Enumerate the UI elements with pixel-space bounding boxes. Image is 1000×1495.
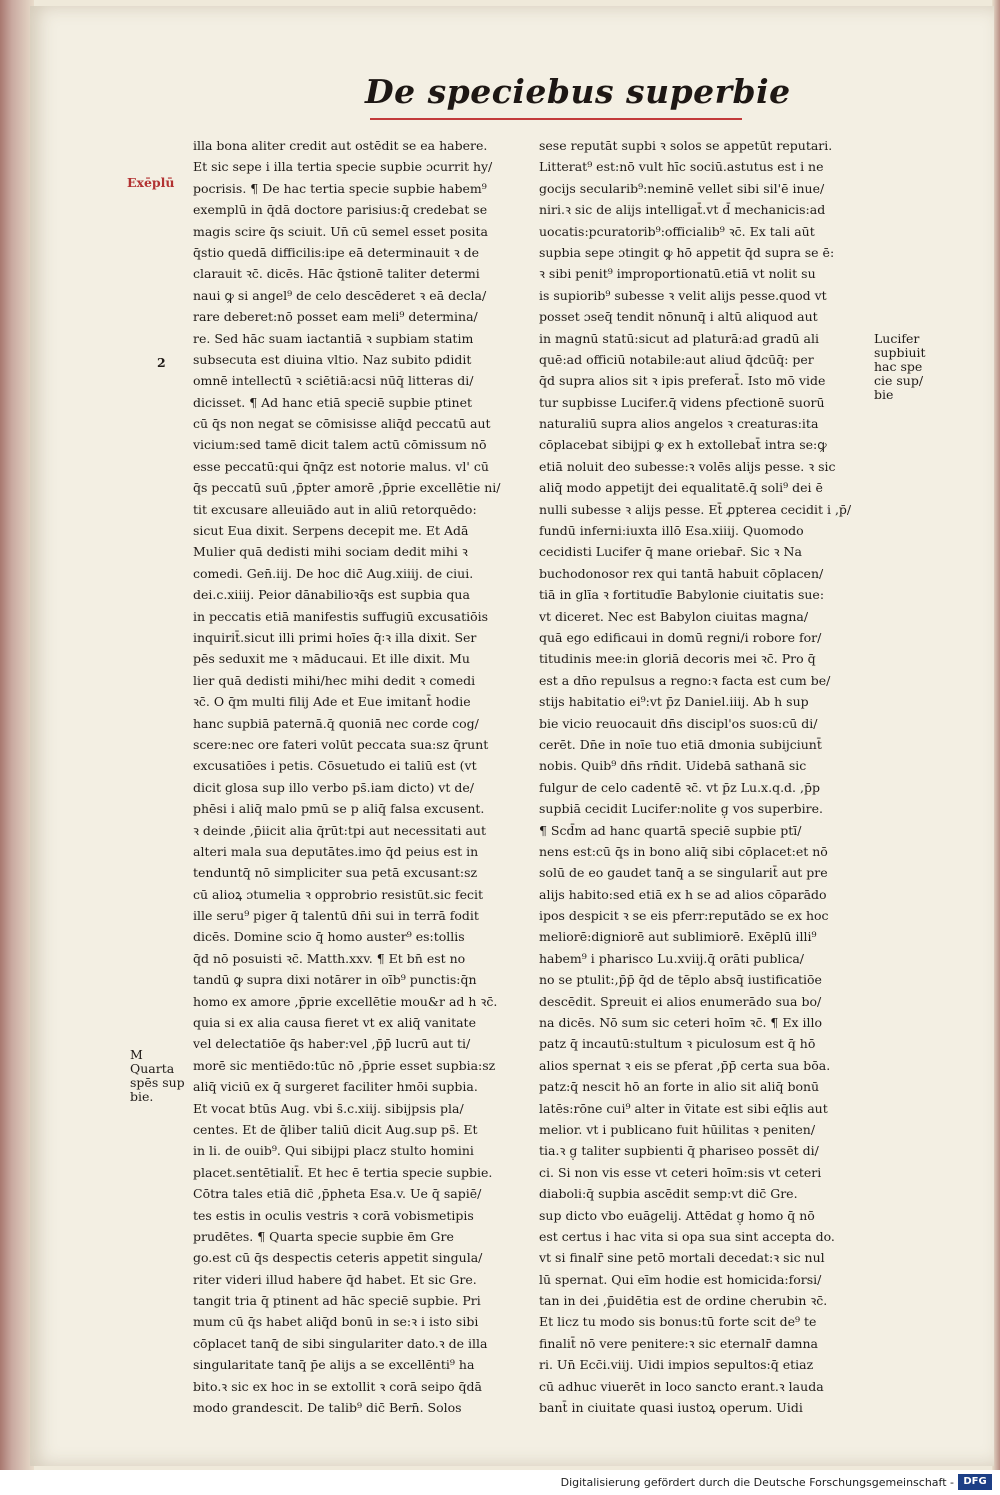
col2-line: aliq̄ modo appetijt dei equalitatē.q̄ soli⁹ dei ē	[539, 480, 823, 496]
col1-line: ꝛ deinde ,p̄iicit alia q̄rūt:tpi aut necessitati aut	[193, 822, 486, 838]
text-column-right	[539, 135, 879, 1418]
col1-line: illa bona aliter credit aut ostēdit se ea habere.	[193, 138, 488, 153]
col1-line: aliq̄ viciū ex q̄ surgeret faciliter hmōi supbia.	[193, 1079, 478, 1095]
col1-line: dicisset. ¶ Ad hanc etiā speciē supbie ptinet	[193, 394, 473, 410]
col2-line: bie vicio reuocauit dn̄s discipl'os suos:cū di/	[539, 715, 818, 731]
col1-line: singularitate tanq̄ p̄e alijs a se excellēnti⁹ ha	[193, 1357, 475, 1373]
col2-line: vt si finalr̄ sine petō mortali decedat:ꝛ sic nul	[539, 1250, 825, 1266]
margin-note-line: hac spe	[874, 359, 923, 374]
col2-line: supbiā cecidit Lucifer:nolite g̣ vos superbire.	[539, 801, 823, 817]
col1-line: hanc supbiā paternā.q̄ quoniā nec corde cog/	[193, 715, 479, 731]
margin-note-line: supbiuit	[874, 345, 926, 360]
col1-line: inquirit̄.sicut illi primi hoīes q̄꞉ꝛ illa dixit. Ser	[193, 629, 477, 645]
col1-line: centes. Et de q̄liber taliū dicit Aug.sup ps̄. Et	[193, 1121, 478, 1137]
margin-note-line: bie	[874, 387, 894, 402]
col2-line: patz q̄ incautū:stultum ꝛ piculosum est q̄ hō	[539, 1036, 816, 1052]
col2-line: ¶ Scd̄m ad hanc quartā speciē supbie ptī/	[539, 822, 802, 838]
col1-line: in peccatis etiā manifestis suffugiū excusatiōis	[193, 608, 489, 624]
margin-note-line: cie sup/	[874, 373, 924, 388]
col1-line: vel delectatiōe q̄s haber:vel ,p̄p̄ lucrū aut ti/	[193, 1036, 471, 1052]
col2-line: nobis. Quib⁹ dn̄s rn̄dit. Uidebā sathanā sic	[539, 758, 807, 774]
col1-line: rare deberet:nō posset eam meli⁹ determina/	[193, 309, 478, 325]
col2-line: buchodonosor rex qui tantā habuit cōplacen/	[539, 565, 824, 581]
margin-note-exemplum: Exēplū	[127, 175, 175, 190]
col1-line: ille seru⁹ piger q̄ talentū dn̄i sui in terrā fodit	[193, 908, 479, 924]
col1-line: dicēs. Domine scio q̄ homo auster⁹ es:tollis	[193, 929, 465, 945]
col2-line: Et licz tu modo sis bonus:tū forte scit de⁹ te	[539, 1314, 817, 1330]
col1-line: q̄s peccatū suū ,p̄pter amorē ,p̄prie excellētie ni/	[193, 480, 501, 496]
col1-line: vicium:sed tamē dicit talem actū cōmissum nō	[193, 437, 487, 453]
col1-line: dei.c.xiiij. Peior dānabilioꝛq̄s est supbia qua	[193, 587, 470, 603]
col2-line: nulli subesse ꝛ alijs pesse. Et̄ ꝓpterea cecidit i ,p̄/	[539, 501, 852, 517]
col2-line: cū adhuc viuerēt in loco sancto erant.ꝛ lauda	[539, 1378, 824, 1394]
col2-line: tan in dei ,p̄uidētia est de ordine cherubin ꝛc̄.	[539, 1293, 828, 1309]
col1-line: ꝛc̄. O q̄m multi filij Ade et Eue imitant̄ hodie	[193, 694, 471, 710]
col2-line: no se ptulit:,p̄p̄ q̄d de tēplo absq̄ iustificatiōe	[539, 972, 822, 988]
col2-line: tur supbisse Lucifer.q̄ videns pfectionē suorū	[539, 394, 825, 410]
col2-line: q̄d supra alios sit ꝛ ipis preferat̄. Isto mō vide	[539, 373, 826, 389]
col2-line: uocatis:pcuratorib⁹:officialib⁹ ꝛc̄. Ex tali aūt	[539, 223, 815, 239]
margin-note-line: Lucifer	[874, 331, 920, 346]
col2-line: etiā noluit deo subesse:ꝛ volēs alijs pesse. ꝛ sic	[539, 458, 836, 474]
col1-line: dicit glosa sup illo verbo ps̄.iam dicto) vt de/	[193, 779, 474, 795]
col2-line: na dicēs. Nō sum sic ceteri hoīm ꝛc̄. ¶ Ex illo	[539, 1015, 822, 1031]
col1-line: riter videri illud habere q̄d habet. Et sic Gre.	[193, 1271, 477, 1287]
col2-line: ipos despicit ꝛ se eis pferr:reputādo se ex hoc	[539, 908, 829, 924]
col2-line: sup dicto vbo euāgelij. Attēdat g̣ homo q̄ nō	[539, 1207, 815, 1223]
margin-note-quarta	[130, 1048, 190, 1104]
col1-line: phēsi i aliq̄ malo pmū se p aliq̄ falsa excusent.	[193, 801, 485, 817]
col1-line: naui ꝙ si angel⁹ de celo descēderet ꝛ eā decla/	[193, 287, 487, 303]
col1-line: lier quā dedisti mihi/hec mihi dedit ꝛ comedi	[193, 672, 476, 688]
col1-line: cōplacet tanq̄ de sibi singulariter dato.ꝛ de illa	[193, 1335, 488, 1351]
col2-line: tiā in glīa ꝛ fortitudīe Babylonie ciuitatis sue:	[539, 587, 825, 603]
col2-line: ri. Un̄ Ecc̄i.viij. Uidi impios sepultos:q̄ etiaz	[539, 1357, 814, 1373]
col2-line: solū de eo gaudet tanq̄ a se singularit̄ aut pre	[539, 865, 828, 881]
col1-line: comedi. Gen̄.iij. De hoc dic̄ Aug.xiiij. de ciui.	[193, 565, 474, 581]
margin-note-line: Quarta	[130, 1061, 175, 1076]
col1-line: Cōtra tales etiā dic̄ ,p̄pheta Esa.v. Ue q̄ sapiē/	[193, 1186, 482, 1202]
col2-line: descēdit. Spreuit ei alios enumerādo sua bo/	[539, 993, 822, 1009]
col1-line: Et sic sepe i illa tertia specie supbie ɔcurrit hy/	[193, 159, 493, 175]
col2-line: alijs habito:sed etiā ex h se ad alios cōparādo	[539, 886, 827, 902]
col1-line: exemplū in q̄dā doctore parisius:q̄ credebat se	[193, 202, 488, 218]
col1-line: tenduntq̄ nō simpliciter sua petā excusant:sz	[193, 865, 478, 881]
col1-line: Mulier quā dedisti mihi sociam dedit mihi ꝛ	[193, 544, 468, 560]
col1-line: tangit tria q̄ ptinent ad hāc speciē supbie. Pri	[193, 1293, 481, 1309]
col2-line: supbia sepe ɔtingit ꝙ hō appetit q̄d supra se ē:	[539, 244, 835, 260]
col1-line: tes estis in oculis vestris ꝛ corā vobismetipis	[193, 1207, 474, 1223]
col2-line: naturaliū supra alios angelos ꝛ creaturas:ita	[539, 416, 819, 432]
col1-line: q̄d nō posuisti ꝛc̄. Matth.xxv. ¶ Et bn̄ est no	[193, 950, 466, 966]
col1-line: prudētes. ¶ Quarta specie supbie ēm Gre	[193, 1228, 454, 1244]
col2-line: posset ɔseq̄ tendit nōnunq̄ i altū aliquod aut	[539, 309, 818, 325]
col1-line: alteri mala sua deputātes.imo q̄d peius est in	[193, 843, 479, 859]
dfg-logo: DFG	[958, 1474, 992, 1490]
col2-line: habem⁹ i pharisco Lu.xviij.q̄ orāti publica/	[539, 950, 805, 966]
col2-line: stijs habitatio ei⁹:vt p̄z Daniel.iiij. Ab h sup	[539, 694, 809, 710]
col2-line: vt diceret. Nec est Babylon ciuitas magna/	[539, 608, 809, 624]
col2-line: meliorē:digniorē aut sublimiorē. Exēplū illi⁹	[539, 929, 817, 945]
col1-line: sicut Eua dixit. Serpens decepit me. Et Adā	[193, 523, 469, 539]
col1-line: Et vocat btūs Aug. vbi s̄.c.xiij. sibijpsis pla/	[193, 1100, 464, 1116]
col2-line: melior. vt i publicano fuit hūilitas ꝛ peniten/	[539, 1121, 816, 1137]
col2-line: tia.ꝛ g̣ taliter supbienti q̄ phariseo possēt di/	[539, 1143, 819, 1159]
col2-line: cecidisti Lucifer q̄ mane oriebar̄. Sic ꝛ Na	[539, 544, 802, 560]
col2-line: finalit̄ nō vere penitere:ꝛ sic eternalr̄ damna	[539, 1335, 818, 1351]
col1-line: in li. de ouib⁹. Qui sibijpi placz stulto homini	[193, 1143, 474, 1159]
col1-line: go.est cū q̄s despectis ceteris appetit singula/	[193, 1250, 483, 1266]
col2-line: diaboli:q̄ supbia ascēdit semp:vt dic̄ Gre.	[539, 1186, 798, 1202]
col1-line: homo ex amore ,p̄prie excellētie mou&r ad h ꝛc̄.	[193, 993, 498, 1009]
col1-line: tandū ꝙ supra dixi notārer in oīb⁹ punctis:q̄n	[193, 972, 477, 988]
margin-note-lucifer	[874, 332, 944, 402]
title-rule	[370, 118, 742, 120]
col1-line: re. Sed hāc suam iactantiā ꝛ supbiam statim	[193, 330, 474, 346]
col2-line: cōplacebat sibijpi ꝙ ex h extollebat̄ intra se:ꝙ	[539, 437, 827, 453]
col2-line: latēs:rōne cui⁹ alter in v̄itate est sibi eq̄lis aut	[539, 1100, 828, 1116]
col2-line: lū spernat. Qui eīm hodie est homicida:forsi/	[539, 1271, 822, 1287]
col2-line: bant̄ in ciuitate quasi iustoꝝ operum. Uidi	[539, 1400, 803, 1416]
col1-line: pēs seduxit me ꝛ māducaui. Et ille dixit. Mu	[193, 651, 470, 667]
col2-line: fulgur de celo cadentē ꝛc̄. vt p̄z Lu.x.q.d. ,p̄p	[539, 779, 820, 795]
col2-line: ci. Si non vis esse vt ceteri hoīm:sis vt ceteri	[539, 1164, 822, 1180]
col2-line: est certus i hac vita si opa sua sint accepta do.	[539, 1228, 835, 1244]
col1-line: omnē intellectū ꝛ sciētiā:acsi nūq̄ litteras di/	[193, 373, 474, 389]
col2-line: titudinis mee:in gloriā decoris mei ꝛc̄. Pro q̄	[539, 651, 816, 667]
col1-line: magis scire q̄s sciuit. Un̄ cū semel esset posita	[193, 223, 488, 239]
footer-credit: Digitalisierung gefördert durch die Deutsche Forschungsgemeinschaft -	[560, 1476, 954, 1489]
margin-note-line: M	[130, 1047, 143, 1062]
col1-line: clarauit ꝛc̄. dicēs. Hāc q̄stionē taliter determi	[193, 266, 480, 282]
col1-line: tit excusare alleuiādo aut in aliū retorquēdo:	[193, 501, 477, 517]
col2-line: in magnū statū:sicut ad platurā:ad gradū ali	[539, 330, 819, 346]
col1-line: mum cū q̄s habet aliq̄d bonū in se:ꝛ i isto sibi	[193, 1314, 479, 1330]
col2-line: patz:q̄ nescit hō an forte in alio sit aliq̄ bonū	[539, 1079, 820, 1095]
margin-note-line: bie.	[130, 1089, 154, 1104]
book-spine-edge	[0, 0, 34, 1470]
col1-line: scere:nec ore fateri volūt peccata sua:sz q̄runt	[193, 736, 489, 752]
text-column-left	[193, 135, 533, 1418]
col2-line: gocijs secularib⁹:neminē vellet sibi sil'ē inue/	[539, 180, 825, 196]
col2-line: alios spernat ꝛ eis se pferat ,p̄p̄ certa sua bōa.	[539, 1057, 831, 1073]
col2-line: quā ego edificaui in domū regni/i robore for/	[539, 629, 822, 645]
col2-line: cerēt. Dn̄e in noīe tuo etiā dmonia subijciunt̄	[539, 736, 822, 752]
margin-numeral: 2	[157, 355, 166, 370]
col2-line: quē:ad officiū notabile:aut aliud q̄dcūq̄: per	[539, 351, 814, 367]
col1-line: cū alioꝝ ɔtumelia ꝛ opprobrio resistūt.sic fecit	[193, 886, 484, 902]
col2-line: Litterat⁹ est:nō vult hīc sociū.astutus est i ne	[539, 159, 824, 175]
col1-line: pocrisis. ¶ De hac tertia specie supbie habem⁹	[193, 180, 487, 196]
margin-note-line: spēs sup	[130, 1075, 185, 1090]
col2-line: ꝛ sibi penit⁹ improportionatū.etiā vt nolit su	[539, 266, 816, 282]
col1-line: morē sic mentiēdo:tūc nō ,p̄prie esset supbia:sz	[193, 1057, 496, 1073]
col1-line: modo grandescit. De talib⁹ dic̄ Bern̄. Solos	[193, 1400, 462, 1416]
col2-line: sese reputāt supbi ꝛ solos se appetūt reputari.	[539, 138, 833, 153]
col1-line: cū q̄s non negat se cōmisisse aliq̄d peccatū aut	[193, 416, 491, 432]
col1-line: q̄stio quedā difficilis:ipe eā determinauit ꝛ de	[193, 244, 479, 260]
col1-line: excusatiōes i petis. Cōsuetudo ei taliū est (vt	[193, 758, 477, 774]
col1-line: placet.sentētialit̄. Et hec ē tertia specie supbie.	[193, 1164, 493, 1180]
col1-line: quia si ex alia causa fieret vt ex aliq̄ vanitate	[193, 1015, 476, 1031]
col2-line: fundū inferni:iuxta illō Esa.xiiij. Quomodo	[539, 523, 804, 539]
page-title: De speciebus superbie	[365, 72, 791, 111]
col1-line: bito.ꝛ sic ex hoc in se extollit ꝛ corā seipo q̄dā	[193, 1378, 482, 1394]
col2-line: is supiorib⁹ subesse ꝛ velit alijs pesse.quod vt	[539, 287, 827, 303]
col1-line: esse peccatū:qui q̄nq̄z est notorie malus. vl' cū	[193, 458, 489, 474]
col1-line: subsecuta est diuina vltio. Naz subito pdidit	[193, 351, 472, 367]
col2-line: nens est:cū q̄s in bono aliq̄ sibi cōplacet:et nō	[539, 843, 828, 859]
col2-line: niri.ꝛ sic de alijs intelligat̄.vt d̄ mechanicis:ad	[539, 202, 826, 218]
col2-line: est a dn̄o repulsus a regno:ꝛ facta est cum be/	[539, 672, 831, 688]
